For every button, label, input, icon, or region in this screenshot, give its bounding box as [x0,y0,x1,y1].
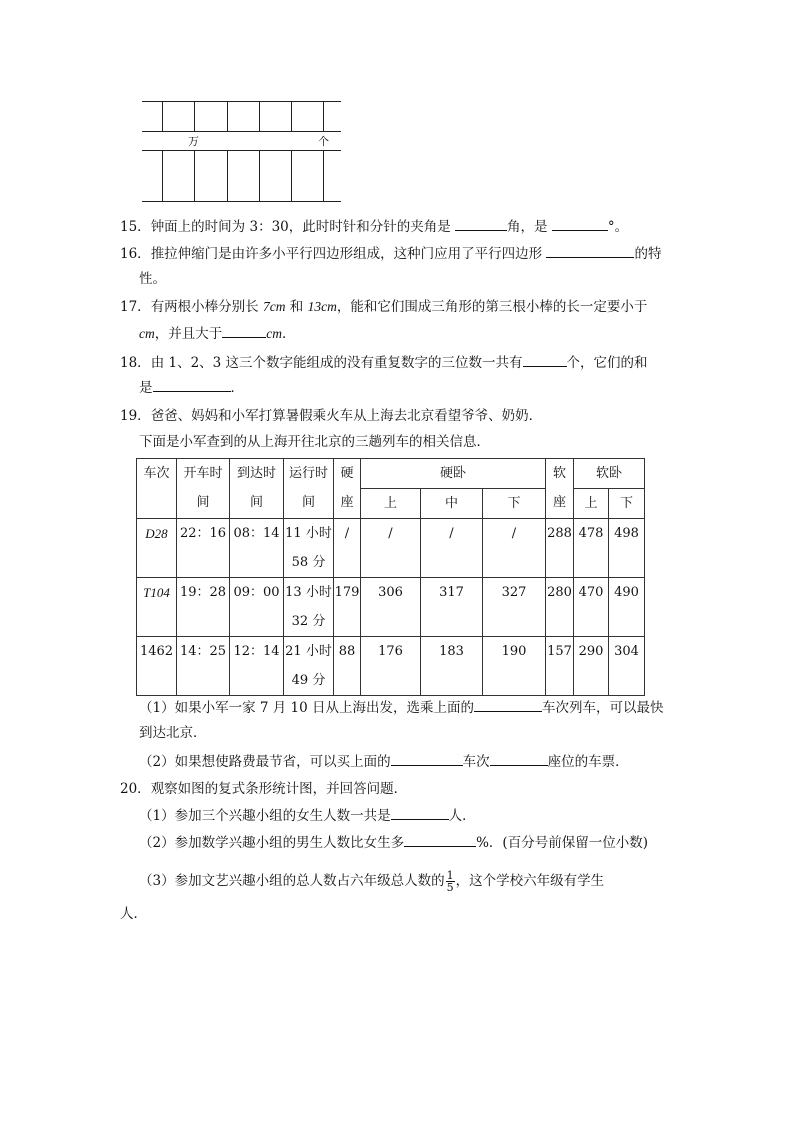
question-16-cont [139,269,166,289]
cell-ss-lower: 490 [609,578,645,637]
diagram-tick [194,101,195,131]
diagram-tick [162,101,163,131]
question-text: （3）参加文艺兴趣小组的总人数占六年级总人数的 [139,873,445,889]
header-soft-sleeper: 软卧 [574,459,645,489]
unit-label: cm [266,326,282,341]
question-19-sub2 [139,751,629,772]
answer-blank[interactable] [455,216,507,231]
question-text: °。 [607,219,629,235]
question-19-intro [139,432,490,452]
cell-run: 21 小时 49 分 [284,637,334,696]
header-middle: 中 [421,489,483,519]
table-row [137,637,645,696]
question-text: 车次列车，可以最快 [542,700,664,716]
question-text: 个，它们的和 [566,355,648,371]
cell-hs-middle: / [421,519,483,578]
header-upper: 上 [361,489,421,519]
table-header-row [137,459,645,489]
diagram-line-mid2 [142,150,341,151]
question-text: 性。 [139,271,166,287]
diagram-tick [227,150,228,201]
question-text: 有两根小棒分别长 [150,299,263,315]
diagram-tick [291,150,292,201]
answer-blank[interactable] [523,352,567,367]
question-number: 16． [120,246,151,262]
cell-depart: 22：16 [177,519,230,578]
fraction-numerator: 1 [446,869,454,882]
cell-hs-lower: 190 [483,637,546,696]
question-text: 的特 [634,246,662,262]
cell-train: 1462 [137,637,177,696]
cell-hs-middle: 183 [421,637,483,696]
header-upper-soft: 上 [574,489,609,519]
cell-ss-lower: 304 [609,637,645,696]
cell-arrive: 12：14 [230,637,284,696]
cell-depart: 19：28 [177,578,230,637]
cell-hs-lower: / [483,519,546,578]
unit-label: cm [139,326,155,341]
question-text: 下面是小军查到的从上海开往北京的三趟列车的相关信息． [139,434,490,450]
diagram-line-top [142,101,341,102]
header-hard-seat: 硬 座 [334,459,361,519]
question-text: %．(百分号前保留一位小数) [476,835,648,851]
table-row [137,519,645,578]
answer-blank[interactable] [490,751,548,766]
diagram-line-mid1 [142,131,341,132]
header-arrive: 到达时 间 [230,459,284,519]
diagram-tick [259,101,260,131]
answer-blank[interactable] [404,832,476,847]
question-text: ，能和它们围成三角形的第三根小棒的长一定要小于 [336,299,648,315]
question-20-sub1 [139,805,476,826]
question-number: 19． [120,408,151,424]
cell-run: 13 小时 32 分 [284,578,334,637]
cell-arrive: 09：00 [230,578,284,637]
question-text: 爸爸、妈妈和小军打算暑假乘火车从上海去北京看望爷爷、奶奶． [150,408,543,424]
cell-hs-upper: 176 [361,637,421,696]
length-value: 7cm [262,299,286,314]
question-17 [120,297,647,317]
answer-blank[interactable] [474,697,542,712]
question-text: 人． [120,906,147,922]
question-17-cont [139,323,296,344]
header-run: 运行时 间 [284,459,334,519]
question-19-sub1 [139,697,664,718]
fraction [446,870,455,893]
cell-train: D28 [137,519,177,578]
cell-ss-upper: 290 [574,637,609,696]
table-row [137,578,645,637]
question-number: 18． [120,355,151,371]
cell-hard-seat: 179 [334,578,361,637]
diagram-tick [162,150,163,201]
cell-arrive: 08：14 [230,519,284,578]
question-20 [120,779,407,799]
cell-hs-upper: / [361,519,421,578]
wan-label: 万 [188,135,199,148]
question-text: 是 [139,380,153,396]
header-soft-seat: 软 座 [546,459,574,519]
answer-blank[interactable] [391,805,449,820]
header-train-no: 车次 [137,459,177,519]
diagram-line-bottom [142,201,341,202]
question-text: 人． [448,808,476,824]
cell-hard-seat: 88 [334,637,361,696]
diagram-tick [259,150,260,201]
length-value: 13cm [307,299,337,314]
diagram-tick [227,101,228,131]
question-20-sub2 [139,832,648,853]
question-19 [120,406,542,426]
cell-soft-seat: 288 [546,519,574,578]
question-text: （1）参加三个兴趣小组的女生人数一共是 [139,808,391,824]
cell-ss-upper: 470 [574,578,609,637]
question-text: 观察如图的复式条形统计图，并回答问题． [150,781,408,797]
question-number: 20． [120,781,151,797]
answer-blank[interactable] [546,243,634,258]
question-text: ，这个学校六年级有学生 [455,873,605,889]
question-15 [120,216,628,237]
diagram-tick [323,150,324,201]
cell-hs-middle: 317 [421,578,483,637]
question-number: 15． [120,219,151,235]
header-depart: 开车时 间 [177,459,230,519]
question-text: 和 [285,299,308,315]
answer-blank[interactable] [222,323,266,338]
diagram-tick [291,101,292,131]
diagram-tick [194,150,195,201]
answer-blank[interactable] [391,751,463,766]
question-text: 车次 [462,754,490,770]
fraction-denominator: 5 [446,881,454,894]
cell-soft-seat: 157 [546,637,574,696]
question-19-sub1-cont [139,723,207,743]
cell-train: T104 [137,578,177,637]
question-text: 由 1、2、3 这三个数字能组成的没有重复数字的三位数一共有 [150,355,523,371]
header-lower-soft: 下 [609,489,645,519]
question-18-cont [139,377,244,398]
question-text: （2）参加数学兴趣小组的男生人数比女生多 [139,835,405,851]
answer-blank[interactable] [153,377,231,392]
question-text: 到达北京． [139,725,207,741]
question-20-sub3 [139,870,604,893]
cell-soft-seat: 280 [546,578,574,637]
question-text: 角，是 [507,219,552,235]
question-text: 钟面上的时间为 3：30，此时时针和分针的夹角是 [150,219,456,235]
diagram-tick [323,101,324,131]
question-text: （1）如果小军一家 7 月 10 日从上海出发，选乘上面的 [139,700,475,716]
train-info-table [136,458,645,696]
cell-hard-seat: / [334,519,361,578]
cell-hs-upper: 306 [361,578,421,637]
question-text: （2）如果想使路费最节省，可以买上面的 [139,754,391,770]
question-text: ，并且大于 [154,326,223,342]
ge-label: 个 [318,135,329,148]
question-text: ． [282,326,296,342]
question-number: 17． [120,299,151,315]
question-text: 座位的车票． [547,754,629,770]
answer-blank[interactable] [552,216,608,231]
question-18 [120,352,648,373]
cell-ss-upper: 478 [574,519,609,578]
header-lower: 下 [483,489,546,519]
header-hard-sleeper: 硬卧 [361,459,546,489]
cell-run: 11 小时 58 分 [284,519,334,578]
cell-ss-lower: 498 [609,519,645,578]
question-20-sub3-cont [120,904,147,924]
cell-depart: 14：25 [177,637,230,696]
question-text: ． [230,380,244,396]
cell-hs-lower: 327 [483,578,546,637]
question-text: 推拉伸缩门是由许多小平行四边形组成，这种门应用了平行四边形 [150,246,547,262]
question-16 [120,243,661,264]
